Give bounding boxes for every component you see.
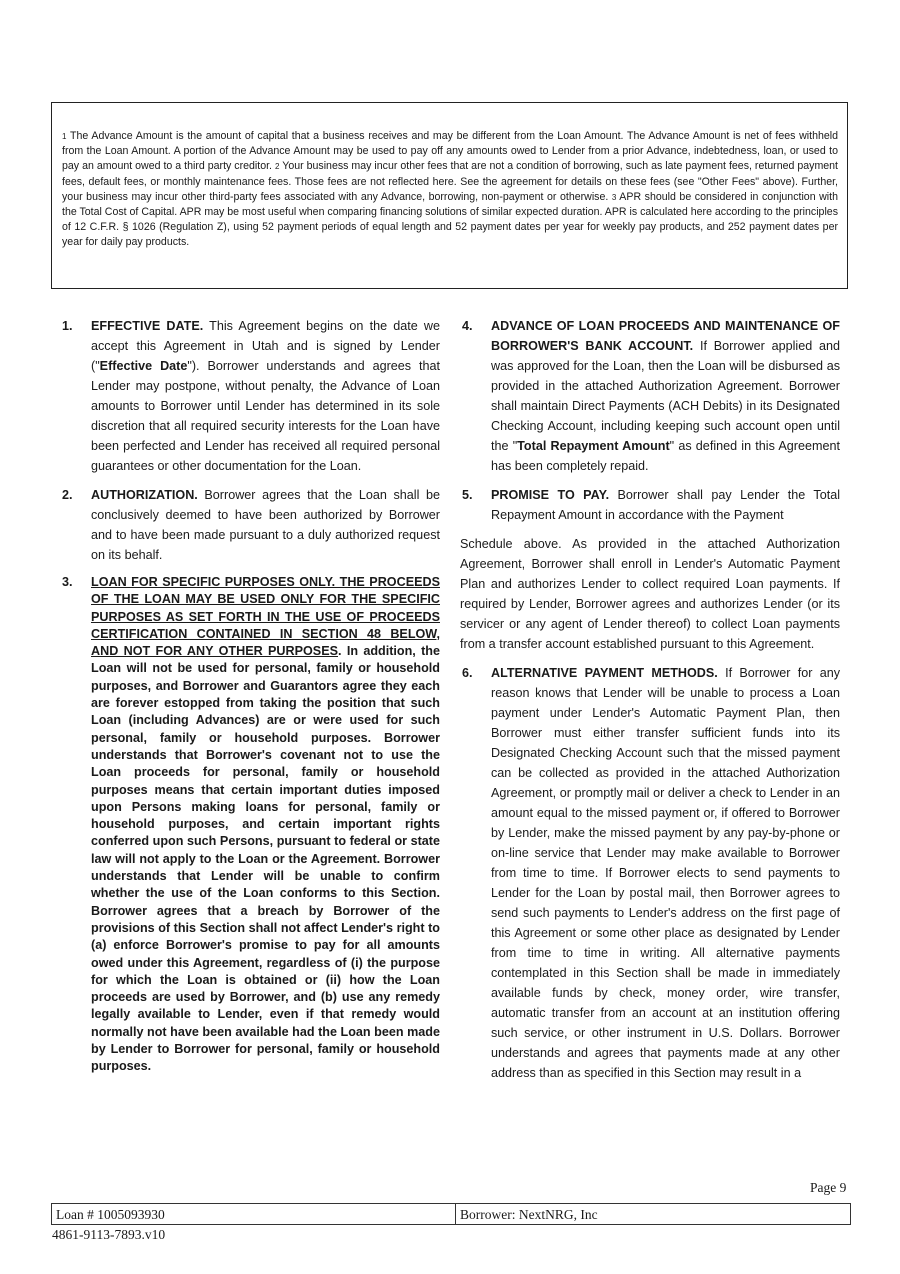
section-heading: ALTERNATIVE PAYMENT METHODS.	[491, 666, 718, 680]
section-heading: LOAN FOR SPECIFIC PURPOSES ONLY. THE PROCEEDS OF THE LOAN MAY BE USED ONLY FOR THE SPECIFIC PURPOSES AS SET FORTH IN THE USE OF PROCEEDS CERTIFICATION CONTAINED IN SECTION 48 BELOW, AND NOT FOR ANY OTHER PURPOSES	[91, 575, 440, 659]
section-4-advance-of-loan	[460, 316, 840, 476]
section-5-continuation: Schedule above. As provided in the attached Authorization Agreement, Borrower shall enroll in Lender's Automatic Payment Plan and authorizes Lender to collect required Loan payments. If required by Lender, Borrower agrees and authorizes Lender (or its servicer or any agent of Lender thereof) to collect Loan payments from a transfer account established pursuant to this Agreement.	[460, 537, 840, 651]
section-1-effective-date	[60, 316, 440, 476]
document-id: 4861-9113-7893.v10	[52, 1227, 166, 1242]
section-number: 2.	[62, 488, 73, 502]
section-number: 1.	[62, 319, 73, 333]
section-number: 4.	[462, 319, 473, 333]
section-text: "). Borrower understands and agrees that Lender may postpone, without penalty, the Advance of Loan amounts to Borrower until Lender has determined in its sole discretion that all required security interests for the Loan have been perfected and Lender has received all required personal guarantees or other documentation for the Loan.	[91, 359, 440, 473]
borrower-name: Borrower: NextNRG, Inc	[460, 1207, 598, 1222]
section-number: 5.	[462, 488, 473, 502]
footnote-marker-1: 1	[62, 132, 67, 141]
section-6-alternative-payment	[460, 663, 840, 1083]
section-text: " as defined in this Agreement has been completely repaid.	[491, 439, 840, 473]
right-column	[460, 316, 840, 1092]
section-heading: PROMISE TO PAY.	[491, 488, 610, 502]
section-text: If Borrower applied and was approved for the Loan, then the Loan will be disbursed as provided in the attached Authorization Agreement. Borrower shall maintain Direct Payments (ACH Debits) in its Designated Checking Account, including keeping such account open until the "	[491, 339, 840, 453]
section-text: This Agreement begins on the date we accept this Agreement in Utah and is signed by Lender ("	[91, 319, 440, 373]
section-text: Borrower agrees that the Loan shall be conclusively deemed to have been authorized by Borrower and to have been made pursuant to a duly authorized request on its behalf.	[91, 488, 440, 562]
section-number: 3.	[62, 575, 73, 589]
section-heading: ADVANCE OF LOAN PROCEEDS AND MAINTENANCE OF BORROWER'S BANK ACCOUNT.	[491, 319, 840, 353]
footnote-1-text: The Advance Amount is the amount of capital that a business receives and may be different from the Loan Amount. The Advance Amount is net of fees withheld from the Loan Amount. A portion of the Advance Amount may be used to pay off any amounts owed to Lender from a prior Advance, indebtedness, loan, or used to pay an amount owed to a third party creditor.	[62, 130, 838, 173]
section-number: 6.	[462, 666, 473, 680]
section-heading: EFFECTIVE DATE.	[91, 319, 204, 333]
page-number: Page 9	[810, 1180, 847, 1195]
left-column	[60, 316, 440, 1085]
section-3-specific-purposes	[60, 574, 440, 1076]
section-text: . In addition, the Loan will not be used for personal, family or household purposes, and Borrower and Guarantors agree they each are forever estopped from taking the position that such Loan (including Advances) are or were used for such personal, family or household purposes. Borrower understands that Borrower's covenant not to use the Loan proceeds for personal, family or household purposes means that certain important duties imposed upon Persons making loans for personal, family or household purposes, and certain important rights conferred upon such Persons, pursuant to federal or state law will not apply to the Loan or the Agreement. Borrower understands that Lender will be unable to confirm whether the use of the Loan conforms to this Section. Borrower agrees that a breach by Borrower of the provisions of this Section shall not affect Lender's right to (a) enforce Borrower's promise to pay for all amounts owed under this Agreement, regardless of (i) the purpose for which the Loan is obtained or (ii) how the Loan proceeds are used by Borrower, and (b) use any remedy legally available to Lender, even if that remedy would normally not have been available had the Loan been made by Lender to Borrower for personal, family or household purposes.	[91, 644, 440, 1074]
footnote-marker-2: 2	[274, 162, 280, 172]
section-2-authorization	[60, 485, 440, 565]
footnote-3-text: APR should be considered in conjunction with the Total Cost of Capital. APR may be most useful when comparing financing solutions of similar expected duration. APR is calculated here according to the principles of 12 C.F.R. § 1026 (Regulation Z), using 52 payment periods of equal length and 52 payment dates per year for weekly pay products, and 252 payment dates per year for daily pay products.	[62, 190, 838, 249]
section-text: If Borrower for any reason knows that Lender will be unable to process a Loan payment under Lender's Automatic Payment Plan, then Borrower must either transfer sufficient funds into its Designated Checking Account such that the missed payment can be collected as provided in the attached Authorization Agreement, or promptly mail or deliver a check to Lender in an amount equal to the missed payment or, if offered to Borrower by Lender, make the missed payment by any pay-by-phone or on-line service that Lender may make available to Borrower from time to time. If Borrower elects to send payments to Lender for the Loan by postal mail, then Borrower agrees to send such payments to Lender's address on the first page of this Agreement or some other place as designated by Lender from time to time in writing. All alternative payments contemplated in this Section shall be made in immediately available funds by check, money order, wire transfer, automatic transfer from an account at an institution offering such service, or other instrument in U.S. Dollars. Borrower understands and agrees that payments made at any other address than as specified in this Section may result in a	[491, 666, 840, 1080]
footnotes-box	[51, 102, 848, 289]
section-text: Borrower shall pay Lender the Total Repayment Amount in accordance with the Payment	[491, 488, 840, 522]
footnote-marker-3: 3	[611, 192, 617, 202]
section-heading: AUTHORIZATION.	[91, 488, 198, 502]
defined-term: Total Repayment Amount	[517, 439, 670, 453]
defined-term: Effective Date	[99, 359, 188, 373]
footer-table	[51, 1203, 851, 1225]
footnote-2-text: Your business may incur other fees that are not a condition of borrowing, such as late payment fees, returned payment fees, default fees, or monthly maintenance fees. Those fees are not reflected here. See the agreement for details on these fees (see "Other Fees" above). Further, your business may incur other third-party fees associated with any Advance, borrowing, non-payment or otherwise.	[62, 160, 838, 203]
section-5-promise-to-pay	[460, 485, 840, 525]
loan-number: Loan # 1005093930	[52, 1204, 456, 1224]
